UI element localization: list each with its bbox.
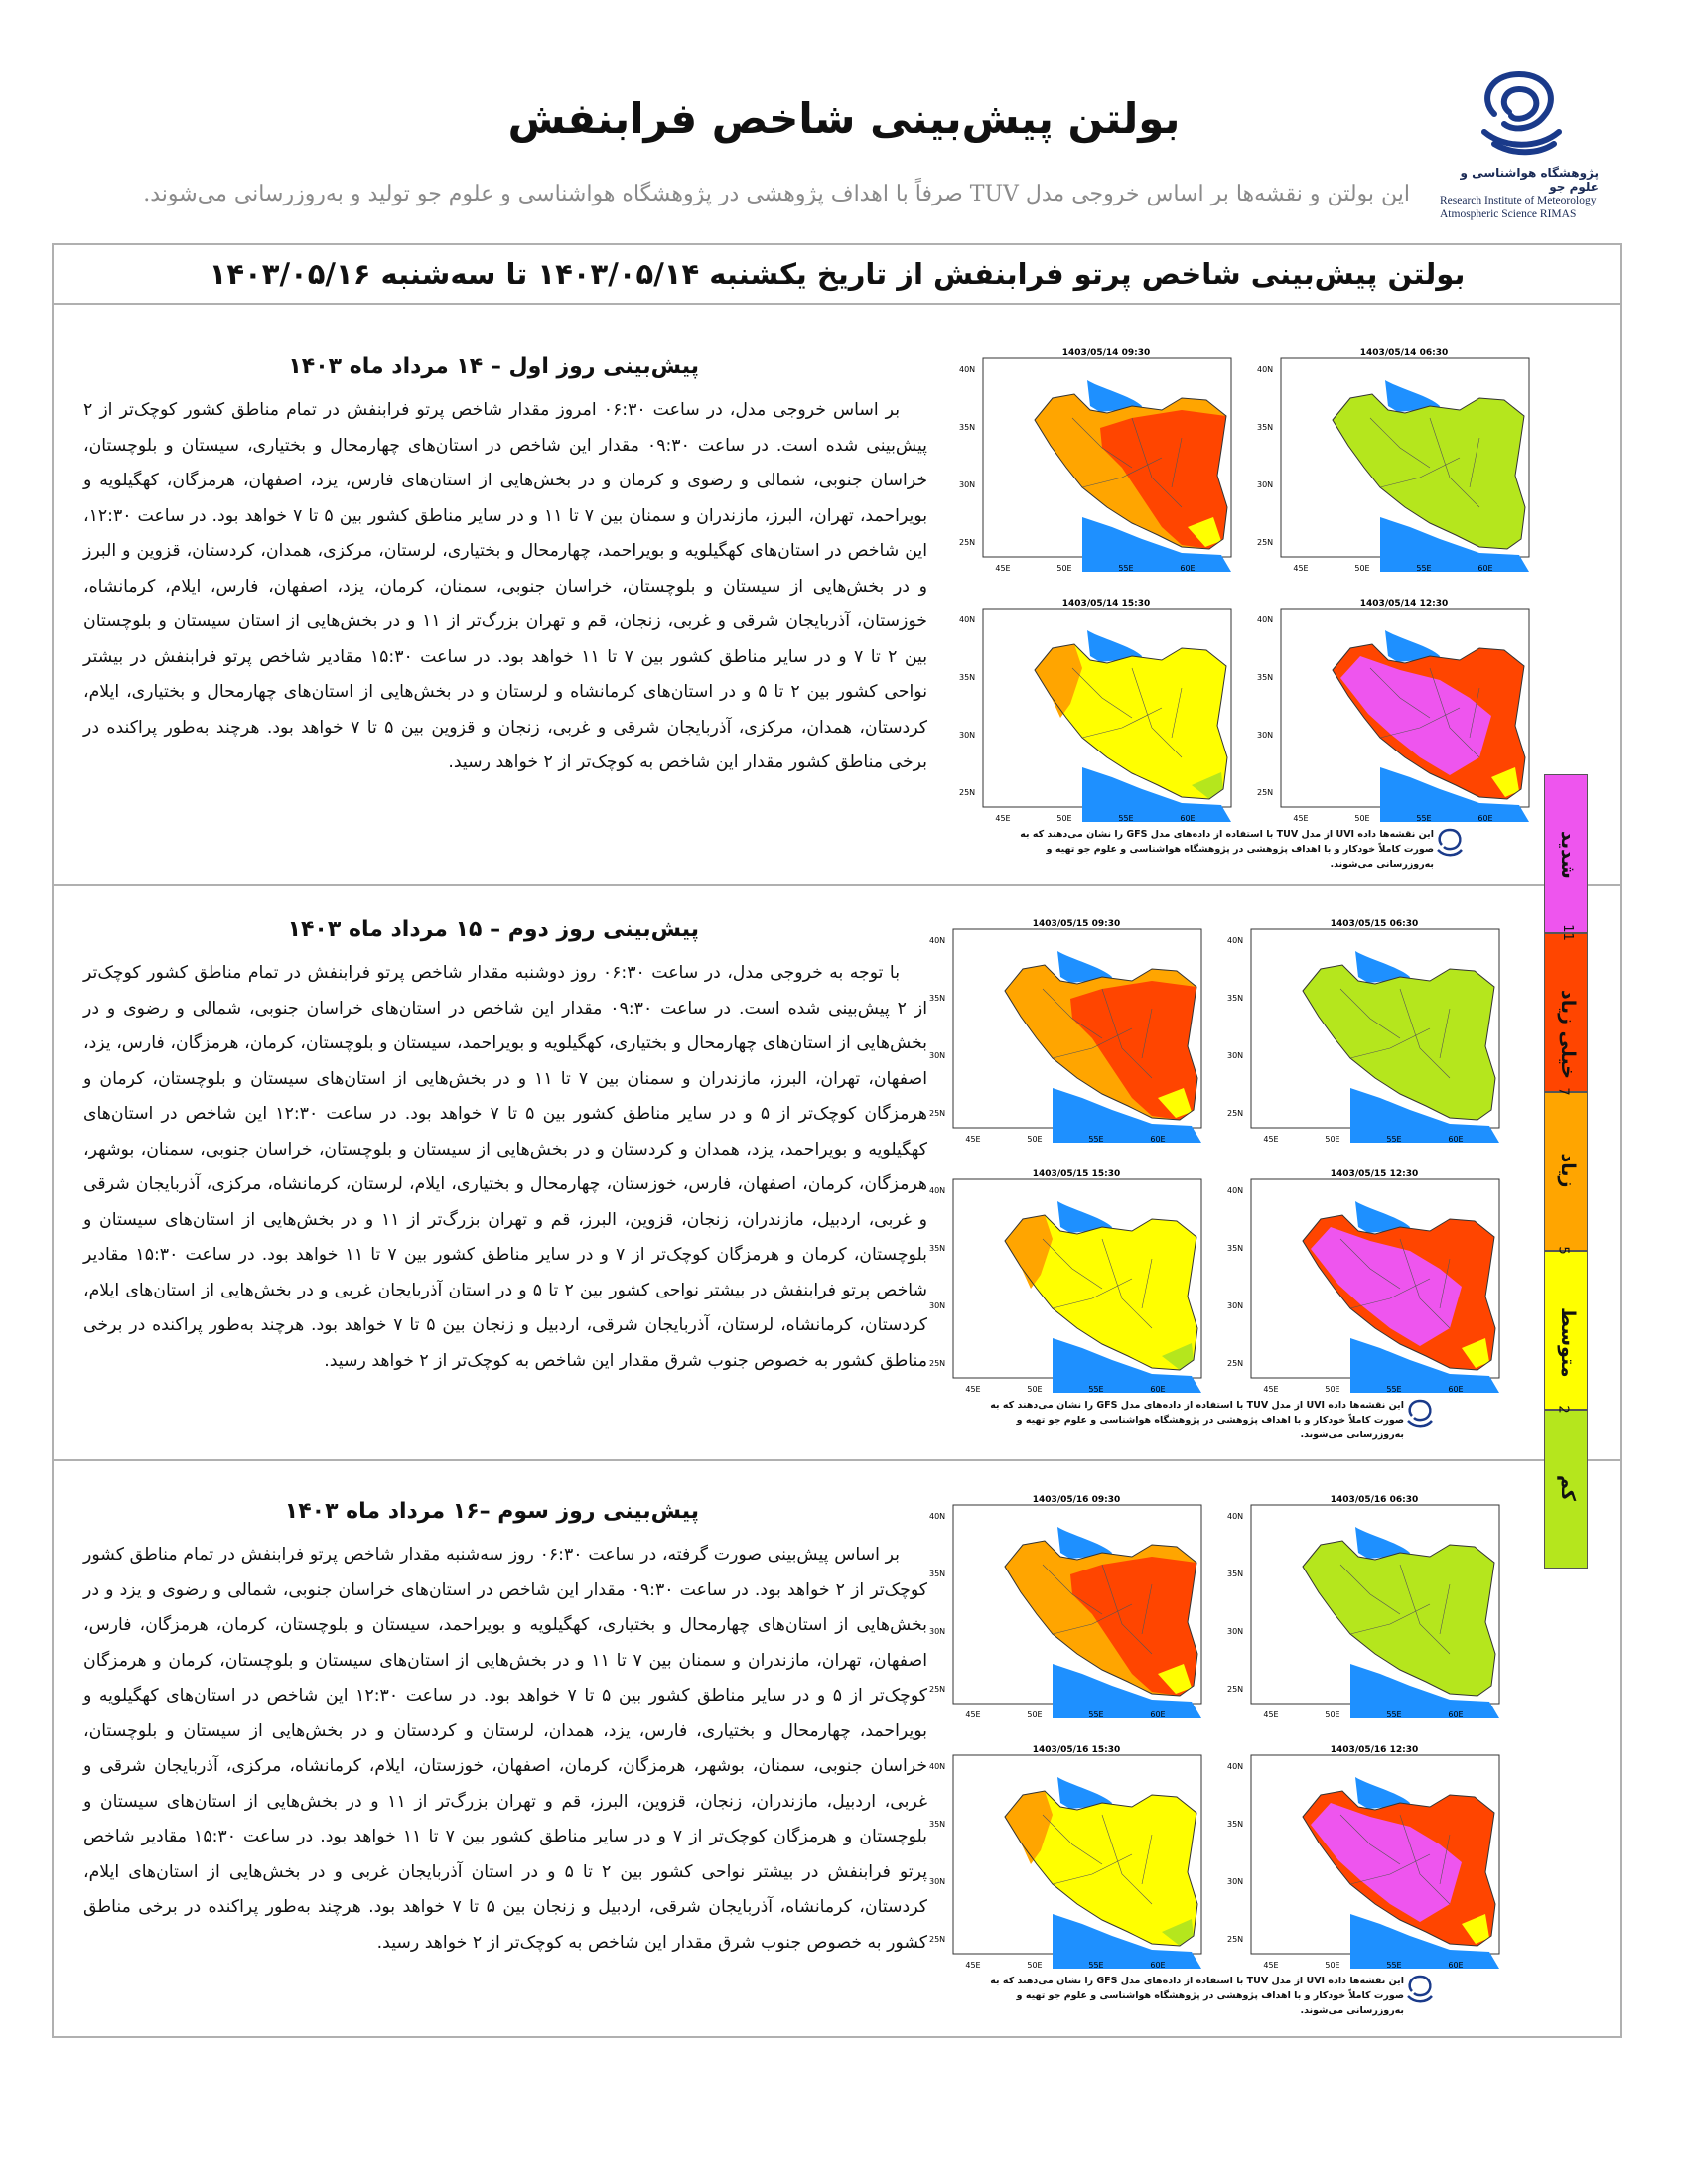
map-timestamp-label: 1403/05/15 12:30: [1330, 1169, 1419, 1179]
rimas-small-logo-icon: [1432, 825, 1468, 861]
uv-forecast-map: [1225, 915, 1503, 1146]
uv-map-grid: [927, 1491, 1505, 2027]
map-lat-tick: 30N: [929, 1627, 946, 1636]
uv-forecast-map: [1255, 595, 1533, 825]
map-lat-tick: 35N: [959, 423, 976, 432]
map-lat-tick: 25N: [1227, 1935, 1244, 1944]
map-lon-tick: 45E: [965, 1385, 981, 1394]
map-lon-tick: 50E: [1325, 1961, 1340, 1970]
page-title: بولتن پیش‌بینی شاخص فرابنفش: [507, 94, 1181, 143]
uv-map-grid: [957, 344, 1535, 881]
map-lat-tick: 25N: [1227, 1685, 1244, 1694]
legend-category-label: متوسط: [1557, 1307, 1579, 1378]
map-lon-tick: 45E: [1263, 1135, 1279, 1144]
map-lon-tick: 60E: [1150, 1961, 1166, 1970]
map-lon-tick: 55E: [1088, 1710, 1104, 1719]
rimas-small-logo-icon: [1402, 1396, 1438, 1432]
map-lon-tick: 45E: [1263, 1385, 1279, 1394]
legend-threshold: 5: [1555, 1246, 1571, 1255]
map-lon-tick: 55E: [1386, 1135, 1402, 1144]
map-lat-tick: 30N: [959, 731, 976, 740]
uv-forecast-map: [927, 1165, 1205, 1396]
legend-category-label: زیاد: [1557, 1153, 1579, 1188]
map-lon-tick: 60E: [1448, 1135, 1464, 1144]
map-lat-tick: 35N: [1257, 423, 1274, 432]
map-lon-tick: 45E: [965, 1135, 981, 1144]
map-lat-tick: 30N: [1227, 1051, 1244, 1060]
map-lon-tick: 50E: [1027, 1710, 1043, 1719]
map-lon-tick: 50E: [1325, 1385, 1340, 1394]
map-lon-tick: 50E: [1325, 1135, 1340, 1144]
map-lat-tick: 40N: [1227, 1186, 1244, 1195]
legend-threshold: 11: [1559, 924, 1575, 941]
legend-category-label: شدید: [1557, 831, 1579, 879]
map-lon-tick: 50E: [1354, 814, 1370, 823]
map-lon-tick: 45E: [1263, 1710, 1279, 1719]
map-lon-tick: 60E: [1150, 1385, 1166, 1394]
map-lon-tick: 60E: [1448, 1961, 1464, 1970]
day-forecast-text: با توجه به خروجی مدل، در ساعت ۰۶:۳۰ روز دوشنبه مقدار شاخص پرتو فرابنفش در تمام مناطق کشور کوچک‌تر از ۲ پیش‌بینی شده است. در ساعت ۰۹:۳۰ مقدار این شاخص در استان‌های خراسان جنوبی، شمالی و رضوی و در بخش‌هایی از استان‌های چهارمحال و بختیاری، کهگیلویه و بویراحمد، سیستان و بلوچستان، کرمان، هرمزگان، فارس، یزد، اصفهان، تهران، البرز، مازندران و سمنان بین ۷ تا ۱۱ و در بخش‌هایی از استان‌های سیستان و بلوچستان، کرمان و هرمزگان کوچک‌تر از ۵ و در سایر مناطق کشور بین ۵ تا ۷ خواهد بود. در ساعت ۱۲:۳۰ این شاخص در استان‌های کهگیلویه و بویراحمد، یزد، همدان و کردستان و در بخش‌هایی از سیستان و بلوچستان، خراسان جنوبی، سمنان، بوشهر، هرمزگان، کرمان، اصفهان، فارس، خوزستان، چهارمحال و بختیاری، ایلام، لرستان، کرمانشاه، مرکزی، آذربایجان شرقی و غربی، اردبیل، مازندران، زنجان، قزوین، البرز، قم و تهران بزرگ‌تر از ۱۱ و در بخش‌هایی از استان‌های سیستان و بلوچستان، کرمان و هرمزگان کوچک‌تر از ۷ و در سایر مناطق کشور بین ۷ تا ۱۱ خواهد بود. در ساعت ۱۵:۳۰ مقادیر شاخص پرتو فرابنفش در بیشتر نواحی کشور بین ۲ تا ۵ و در استان آذربایجان غربی و در بخش‌هایی از استان‌های ایلام، کردستان، کرمانشاه، لرستان، آذربایجان شرقی، اردبیل و زنجان بین ۵ تا ۷ خواهد بود. هرچند به‌طور پراکنده در برخی مناطق کشور به خصوص جنوب شرق مقدار این شاخص به کوچک‌تر از ۲ خواهد رسید.: [83, 963, 928, 1371]
map-lat-tick: 40N: [1227, 936, 1244, 945]
map-lon-tick: 45E: [965, 1961, 981, 1970]
map-lat-tick: 40N: [959, 615, 976, 624]
map-timestamp-label: 1403/05/14 06:30: [1359, 348, 1449, 358]
map-timestamp-label: 1403/05/16 12:30: [1330, 1745, 1419, 1755]
map-lat-tick: 35N: [959, 673, 976, 682]
day-forecast-text: بر اساس پیش‌بینی صورت گرفته، در ساعت ۰۶:۳۰ روز سه‌شنبه مقدار شاخص پرتو فرابنفش در تمام مناطق کشور کوچک‌تر از ۲ خواهد بود. در ساعت ۰۹:۳۰ مقدار این شاخص در استان‌های خراسان جنوبی، شمالی و رضوی و یزد و در بخش‌هایی از استان‌های چهارمحال و بختیاری، کهگیلویه و بویراحمد، سیستان و بلوچستان، کرمان، هرمزگان، فارس، اصفهان، تهران، مازندران و سمنان بین ۷ تا ۱۱ و در بخش‌هایی از استان‌های سیستان و بلوچستان، کرمان و هرمزگان کوچک‌تر از ۵ و در سایر مناطق کشور بین ۵ تا ۷ خواهد بود. در ساعت ۱۲:۳۰ این شاخص در استان‌های کهگیلویه و بویراحمد، چهارمحال و بختیاری، فارس، یزد، همدان، لرستان و کردستان و در بخش‌هایی از سیستان و بلوچستان، خراسان جنوبی، سمنان، بوشهر، هرمزگان، کرمان، اصفهان، خوزستان، ایلام، کرمانشاه، مرکزی، آذربایجان شرقی و غربی، اردبیل، مازندران، زنجان، قزوین، البرز، قم و تهران بزرگ‌تر از ۱۱ و در بخش‌هایی از استان‌های سیستان و بلوچستان و هرمزگان کوچک‌تر از ۷ و در سایر مناطق کشور بین ۷ تا ۱۱ خواهد بود. در ساعت ۱۵:۳۰ مقادیر شاخص پرتو فرابنفش در بیشتر نواحی کشور بین ۲ تا ۵ و در استان آذربایجان غربی و در بخش‌هایی از استان‌های ایلام، کردستان، کرمانشاه، آذربایجان شرقی، اردبیل و زنجان بین ۵ تا ۷ خواهد بود. هرچند به‌طور پراکنده در برخی مناطق کشور به خصوص جنوب شرق مقدار این شاخص به کوچک‌تر از ۲ خواهد رسید.: [83, 1545, 928, 1953]
day-heading: پیش‌بینی روز سوم –۱۶ مرداد ماه ۱۴۰۳: [284, 1499, 699, 1524]
day-forecast-text: بر اساس خروجی مدل، در ساعت ۰۶:۳۰ امروز مقدار شاخص پرتو فرابنفش در تمام مناطق کشور کوچک‌تر از ۲ پیش‌بینی شده است. در ساعت ۰۹:۳۰ مقدار این شاخص در استان‌های چهارمحال و بختیاری، سیستان و بلوچستان، خراسان جنوبی، شمالی و رضوی و کرمان و در بخش‌هایی از استان‌های فارس، یزد، اصفهان، هرمزگان، کهگیلویه و بویراحمد، تهران، البرز، مازندران و سمنان بین ۷ تا ۱۱ و در سایر مناطق کشور بین ۵ تا ۷ خواهد بود. در ساعت ۱۲:۳۰، این شاخص در استان‌های کهگیلویه و بویراحمد، چهارمحال و بختیاری، لرستان، مرکزی، همدان، کردستان، قزوین و البرز و در بخش‌هایی از سیستان و بلوچستان، خراسان جنوبی، سمنان، کرمان، یزد، اصفهان، فارس، ایلام، کرمانشاه، خوزستان، آذربایجان شرقی و غربی، زنجان، قم و تهران بزرگ‌تر از ۱۱ و در بخش‌هایی از استان سیستان و بلوچستان بین ۲ تا ۷ و در سایر مناطق کشور بین ۷ تا ۱۱ خواهد بود. در ساعت ۱۵:۳۰ مقادیر شاخص پرتو فرابنفش در بیشتر نواحی کشور بین ۲ تا ۵ و در استان‌های کرمانشاه و لرستان و در بخش‌هایی از استان‌های چهارمحال و بختیاری، ایلام، کردستان، همدان، مرکزی، آذربایجان شرقی و غربی، زنجان و قزوین بین ۵ تا ۷ خواهد بود. هرچند به‌طور پراکنده در برخی مناطق کشور مقدار این شاخص به کوچک‌تر از ۲ خواهد رسید.: [83, 400, 928, 772]
logo-name-en-1: Research Institute of Meteorology: [1440, 195, 1597, 206]
map-footnote: این نقشه‌ها داده UVI از مدل TUV با استفاده از داده‌های مدل GFS را نشان می‌دهند که به صورت کاملاً خودکار و با اهداف پژوهشی در پژوهشگاه هواشناسی و علوم جو تهیه و به‌روزرسانی می‌شوند.: [990, 1400, 1404, 1440]
map-lat-tick: 30N: [929, 1877, 946, 1886]
map-lon-tick: 50E: [1027, 1961, 1043, 1970]
map-lon-tick: 55E: [1088, 1961, 1104, 1970]
map-lon-tick: 55E: [1416, 564, 1432, 573]
map-lat-tick: 40N: [929, 1512, 946, 1521]
map-lat-tick: 25N: [1257, 538, 1274, 547]
map-timestamp-label: 1403/05/16 09:30: [1032, 1495, 1121, 1505]
map-lat-tick: 35N: [929, 994, 946, 1003]
map-lat-tick: 30N: [929, 1301, 946, 1310]
map-timestamp-label: 1403/05/15 09:30: [1032, 919, 1121, 929]
map-lon-tick: 60E: [1150, 1135, 1166, 1144]
map-footnote: این نقشه‌ها داده UVI از مدل TUV با استفاده از داده‌های مدل GFS را نشان می‌دهند که به صورت کاملاً خودکار و با اهداف پژوهشی در پژوهشگاه هواشناسی و علوم جو تهیه و به‌روزرسانی می‌شوند.: [990, 1976, 1404, 2016]
uv-forecast-map: [1255, 344, 1533, 575]
map-timestamp-label: 1403/05/14 15:30: [1061, 599, 1151, 609]
map-lat-tick: 35N: [929, 1570, 946, 1578]
map-lon-tick: 60E: [1477, 814, 1493, 823]
map-lat-tick: 25N: [929, 1935, 946, 1944]
map-lat-tick: 40N: [929, 936, 946, 945]
uv-forecast-map: [957, 344, 1235, 575]
map-lat-tick: 35N: [1227, 1820, 1244, 1829]
map-lon-tick: 55E: [1118, 564, 1134, 573]
logo-name-en-2: Atmospheric Science RIMAS: [1440, 208, 1577, 220]
uv-forecast-map: [927, 1491, 1205, 1721]
bulletin-frame: [52, 243, 1622, 2038]
uv-forecast-map: [1225, 1741, 1503, 1972]
map-lon-tick: 45E: [1293, 564, 1309, 573]
rimas-small-logo-icon: [1402, 1972, 1438, 2007]
map-lon-tick: 60E: [1180, 564, 1196, 573]
map-lon-tick: 60E: [1477, 564, 1493, 573]
legend-threshold: 7: [1555, 1087, 1571, 1096]
map-timestamp-label: 1403/05/15 15:30: [1032, 1169, 1121, 1179]
map-lon-tick: 55E: [1088, 1135, 1104, 1144]
map-timestamp-label: 1403/05/14 09:30: [1061, 348, 1151, 358]
map-lat-tick: 30N: [1257, 731, 1274, 740]
map-lat-tick: 40N: [929, 1186, 946, 1195]
map-lon-tick: 45E: [1293, 814, 1309, 823]
map-lon-tick: 50E: [1027, 1385, 1043, 1394]
day-section-2: [54, 886, 1620, 1461]
map-lat-tick: 25N: [929, 1685, 946, 1694]
logo-name-fa: پژوهشگاه هواشناسی و علوم جو: [1460, 166, 1599, 194]
map-lat-tick: 35N: [1227, 1570, 1244, 1578]
map-lon-tick: 45E: [995, 814, 1011, 823]
day-heading: پیش‌بینی روز دوم – ۱۵ مرداد ماه ۱۴۰۳: [287, 917, 699, 942]
map-lon-tick: 55E: [1416, 814, 1432, 823]
map-lat-tick: 30N: [959, 480, 976, 489]
uv-legend: [1544, 774, 1588, 1569]
map-lon-tick: 55E: [1118, 814, 1134, 823]
map-lat-tick: 30N: [1257, 480, 1274, 489]
uv-forecast-map: [927, 1741, 1205, 1972]
map-lat-tick: 35N: [1227, 1244, 1244, 1253]
map-lat-tick: 25N: [929, 1109, 946, 1118]
map-lat-tick: 40N: [1257, 615, 1274, 624]
uv-forecast-map: [1225, 1165, 1503, 1396]
map-lon-tick: 55E: [1386, 1710, 1402, 1719]
map-lon-tick: 60E: [1180, 814, 1196, 823]
disclaimer-text: این بولتن و نقشه‌ها بر اساس خروجی مدل TUV صرفاً با اهداف پژوهشی در پژوهشگاه هواشناسی و علوم جو تولید و به‌روزرسانی می‌شوند.: [143, 182, 1410, 206]
uv-forecast-map: [957, 595, 1235, 825]
map-lat-tick: 30N: [1227, 1627, 1244, 1636]
map-lon-tick: 50E: [1027, 1135, 1043, 1144]
map-lat-tick: 25N: [929, 1359, 946, 1368]
map-lon-tick: 60E: [1448, 1385, 1464, 1394]
map-lat-tick: 40N: [1227, 1762, 1244, 1771]
map-lon-tick: 55E: [1386, 1385, 1402, 1394]
map-timestamp-label: 1403/05/14 12:30: [1359, 599, 1449, 609]
map-lat-tick: 30N: [1227, 1877, 1244, 1886]
map-lon-tick: 50E: [1056, 814, 1072, 823]
map-lat-tick: 25N: [1227, 1109, 1244, 1118]
map-lat-tick: 40N: [959, 365, 976, 374]
day-section-3: [54, 1461, 1620, 2037]
bulletin-title: بولتن پیش‌بینی شاخص پرتو فرابنفش از تاریخ یکشنبه ۱۴۰۳/۰۵/۱۴ تا سه‌شنبه ۱۴۰۳/۰۵/۱۶: [54, 245, 1620, 305]
legend-category-label: [1557, 990, 1579, 1033]
rimas-logo-icon: [1460, 55, 1579, 164]
map-timestamp-label: 1403/05/16 15:30: [1032, 1745, 1121, 1755]
map-lat-tick: 40N: [929, 1762, 946, 1771]
map-timestamp-label: 1403/05/15 06:30: [1330, 919, 1419, 929]
map-lat-tick: 30N: [1227, 1301, 1244, 1310]
map-lat-tick: 30N: [929, 1051, 946, 1060]
uv-map-grid: [927, 915, 1505, 1451]
map-lat-tick: 40N: [1257, 365, 1274, 374]
map-lon-tick: 55E: [1386, 1961, 1402, 1970]
map-timestamp-label: 1403/05/16 06:30: [1330, 1495, 1419, 1505]
map-lat-tick: 25N: [1257, 788, 1274, 797]
map-lon-tick: 50E: [1354, 564, 1370, 573]
map-lat-tick: 25N: [1227, 1359, 1244, 1368]
legend-threshold: 2: [1555, 1405, 1571, 1414]
map-lat-tick: 35N: [1227, 994, 1244, 1003]
uv-forecast-map: [927, 915, 1205, 1146]
map-lon-tick: 60E: [1448, 1710, 1464, 1719]
day-heading: پیش‌بینی روز اول – ۱۴ مرداد ماه ۱۴۰۳: [288, 354, 699, 379]
map-lon-tick: 45E: [995, 564, 1011, 573]
day-section-1: [54, 305, 1620, 886]
map-lat-tick: 35N: [1257, 673, 1274, 682]
legend-category-label: کم: [1557, 1475, 1579, 1501]
map-lon-tick: 50E: [1325, 1710, 1340, 1719]
map-lat-tick: 40N: [1227, 1512, 1244, 1521]
rimas-logo: [1440, 55, 1599, 218]
map-lon-tick: 45E: [1263, 1961, 1279, 1970]
map-lat-tick: 25N: [959, 538, 976, 547]
uv-forecast-map: [1225, 1491, 1503, 1721]
map-lon-tick: 60E: [1150, 1710, 1166, 1719]
map-lat-tick: 35N: [929, 1820, 946, 1829]
map-footnote: این نقشه‌ها داده UVI از مدل TUV با استفاده از داده‌های مدل GFS را نشان می‌دهند که به صورت کاملاً خودکار و با اهداف پژوهشی در پژوهشگاه هواشناسی و علوم جو تهیه و به‌روزرسانی می‌شوند.: [1020, 829, 1434, 870]
map-lon-tick: 45E: [965, 1710, 981, 1719]
map-lat-tick: 25N: [959, 788, 976, 797]
map-lat-tick: 35N: [929, 1244, 946, 1253]
map-lon-tick: 50E: [1056, 564, 1072, 573]
map-lon-tick: 55E: [1088, 1385, 1104, 1394]
